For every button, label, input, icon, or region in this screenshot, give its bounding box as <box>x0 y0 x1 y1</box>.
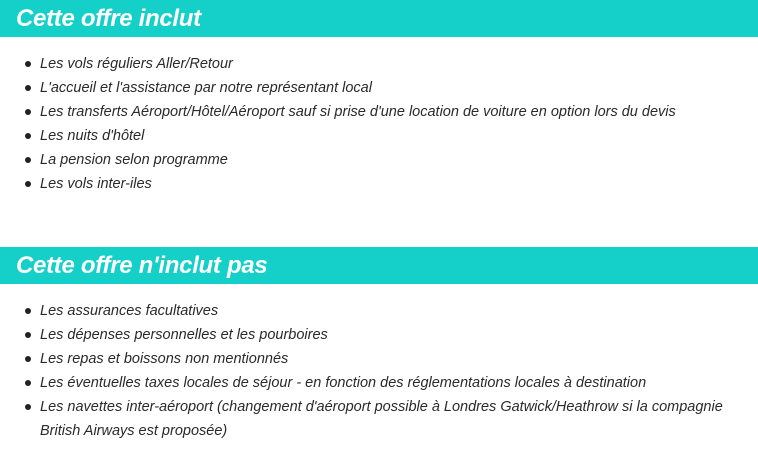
bullet-icon <box>25 356 31 362</box>
bullet-icon <box>25 404 31 410</box>
list-item <box>0 347 758 371</box>
list-item <box>0 371 758 395</box>
list-item <box>0 76 758 100</box>
list-item-text: La pension selon programme <box>40 152 228 168</box>
list-item-text: Les navettes inter-aéroport (changement d'aéroport possible à Londres Gatwick/Heathrow si la compagnie British Airways est proposée) <box>40 399 723 439</box>
included-items-list <box>0 52 758 196</box>
list-item-text: Les éventuelles taxes locales de séjour - en fonction des réglementations locales à destination <box>40 375 647 391</box>
included-section-title: Cette offre inclut <box>16 5 201 32</box>
bullet-icon <box>25 85 31 91</box>
bullet-icon <box>25 181 31 187</box>
bullet-icon <box>25 380 31 386</box>
bullet-icon <box>25 61 31 67</box>
list-item <box>0 299 758 323</box>
list-item <box>0 395 758 443</box>
list-item <box>0 148 758 172</box>
list-item <box>0 100 758 124</box>
bullet-icon <box>25 109 31 115</box>
list-item-text: Les nuits d'hôtel <box>40 128 145 144</box>
excluded-section-header <box>0 247 758 284</box>
bullet-icon <box>25 308 31 314</box>
list-item <box>0 323 758 347</box>
list-item-text: Les assurances facultatives <box>40 303 219 319</box>
bullet-icon <box>25 332 31 338</box>
list-item-text: Les transferts Aéroport/Hôtel/Aéroport sauf si prise d'une location de voiture en option lors du devis <box>40 104 676 120</box>
list-item-text: Les vols réguliers Aller/Retour <box>40 56 233 72</box>
list-item <box>0 172 758 196</box>
bullet-icon <box>25 157 31 163</box>
excluded-items-list <box>0 299 758 443</box>
bullet-icon <box>25 133 31 139</box>
list-item <box>0 124 758 148</box>
excluded-section-title: Cette offre n'inclut pas <box>16 252 268 279</box>
list-item-text: Les repas et boissons non mentionnés <box>40 351 289 367</box>
included-section-header <box>0 0 758 37</box>
list-item <box>0 52 758 76</box>
list-item-text: Les vols inter-iles <box>40 176 152 192</box>
list-item-text: L'accueil et l'assistance par notre représentant local <box>40 80 372 96</box>
list-item-text: Les dépenses personnelles et les pourboires <box>40 327 328 343</box>
